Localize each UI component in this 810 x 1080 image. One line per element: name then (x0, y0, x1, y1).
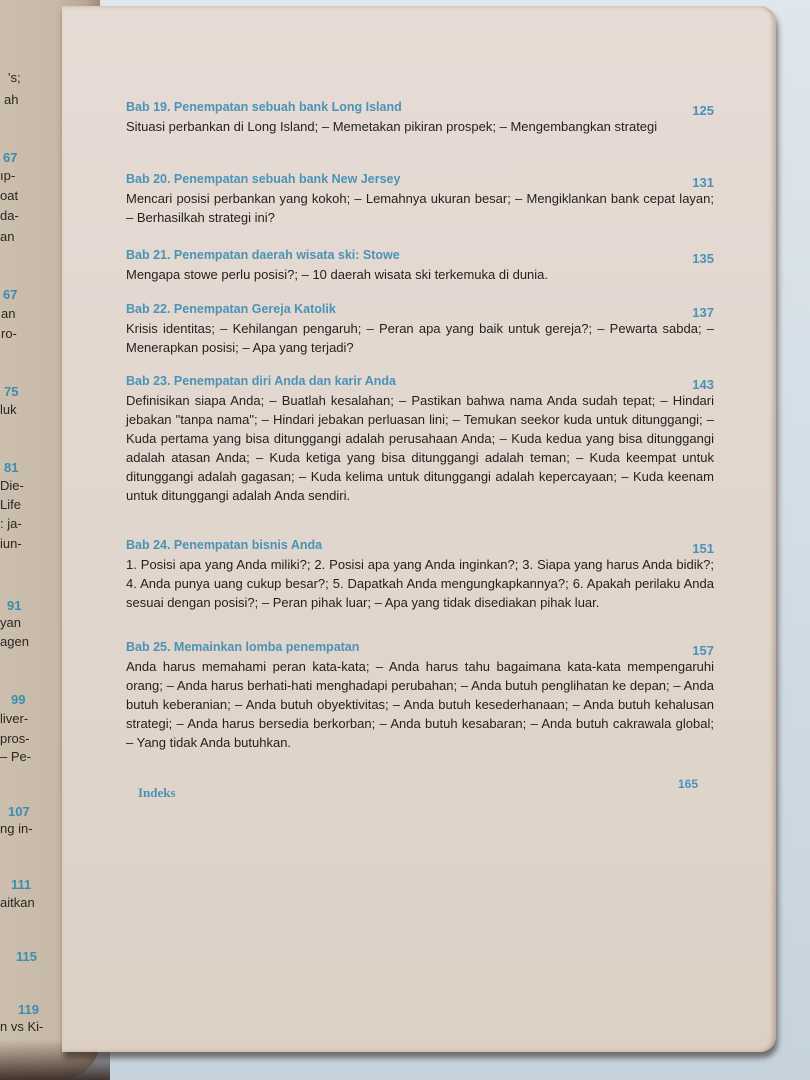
toc-entry (126, 537, 714, 612)
left-page-fragment: an (0, 229, 15, 244)
book-page (62, 6, 776, 1052)
left-page-fragment: aitkan (0, 895, 35, 910)
left-page-fragment: Die- (0, 478, 24, 493)
left-page-fragment: ng in- (0, 821, 33, 836)
chapter-heading (126, 171, 714, 190)
chapter-description: Krisis identitas; – Kehilangan pengaruh; – Peran apa yang baik untuk gereja?; – Pewarta sabda; – Menerapkan posisi; – Apa yang terjadi? (126, 321, 714, 355)
left-page-fragment: iun- (0, 536, 22, 551)
left-page-fragment: agen (0, 634, 29, 649)
left-page-fragment: : ja- (0, 516, 22, 531)
left-page-fragment: yan (0, 615, 21, 630)
left-page-fragment: an (1, 306, 16, 321)
toc-entry (126, 639, 714, 752)
chapter-description: Situasi perbankan di Long Island; – Memetakan pikiran prospek; – Mengembangkan strategi (126, 119, 658, 134)
left-page-fragment: luk (0, 402, 17, 417)
chapter-title: Bab 24. Penempatan bisnis Anda (126, 538, 323, 552)
chapter-heading (126, 247, 714, 266)
chapter-page-number: 131 (692, 175, 714, 190)
toc-entry (126, 171, 714, 227)
chapter-description: Definisikan siapa Anda; – Buatlah kesalahan; – Pastikan bahwa nama Anda sudah tepat; – Hindari jebakan "tanpa nama"; – Hindari jebakan perluasan lini; – Temukan seekor kuda untuk ditunggangi; – Kuda pertama yang bisa ditunggangi adalah perusahaan Anda; – Kuda kedua yang bisa ditunggangi adalah atasan Anda; – Kuda ketiga yang bisa ditunggangi adalah teman; – Kuda keempat untuk ditunggangi adalah gagasan; – Kuda kelima untuk ditunggangi adalah kepercayaan; – Kuda keenam untuk ditunggangi adalah Anda sendiri. (126, 393, 714, 503)
left-page-number: 107 (8, 804, 30, 819)
toc-entry (126, 301, 714, 357)
chapter-heading (126, 99, 714, 118)
left-page-number: 115 (16, 949, 37, 964)
left-page-fragment: – Pe- (0, 749, 32, 764)
toc-entry (126, 99, 714, 136)
left-page-fragment: pros- (0, 731, 30, 746)
index-page-number: 165 (678, 777, 699, 791)
chapter-title: Bab 19. Penempatan sebuah bank Long Island (126, 100, 402, 114)
left-page-fragment: liver- (0, 711, 29, 726)
chapter-page-number: 135 (692, 251, 714, 266)
left-page-fragment: da- (0, 208, 19, 223)
chapter-description: Anda harus memahami peran kata-kata; – Anda harus tahu bagaimana kata-kata mempengaruhi orang; – Anda harus berhati-hati menghadapi perubahan; – Anda butuh penglihatan ke depan; – Anda butuh keberanian; – Anda butuh obyektivitas; – Anda butuh kesederhanaan; – Anda butuh kehalusan strategi; – Anda harus bersedia berkorban; – Anda butuh kesabaran; – Anda butuh cakrawala global; – Yang tidak Anda butuhkan. (126, 659, 714, 750)
left-page-number: 67 (3, 287, 18, 302)
chapter-description: Mencari posisi perbankan yang kokoh; – Lemahnya ukuran besar; – Mengiklankan bank cepat layan; – Berhasilkah strategi ini? (126, 191, 714, 225)
left-page-fragment: Life (0, 497, 21, 512)
chapter-heading (126, 373, 714, 392)
left-page-number: 67 (3, 150, 18, 165)
left-page-fragment: ıp- (0, 168, 16, 183)
left-page-fragment: 's; (8, 70, 21, 85)
left-page-fragment: ro- (1, 326, 17, 341)
left-page-number: 99 (11, 692, 26, 707)
chapter-heading (126, 639, 714, 658)
index-title: Indeks (138, 785, 176, 800)
chapter-title: Bab 22. Penempatan Gereja Katolik (126, 302, 336, 316)
chapter-page-number: 137 (692, 305, 714, 320)
toc-entry (126, 373, 714, 505)
chapter-description: Mengapa stowe perlu posisi?; – 10 daerah wisata ski terkemuka di dunia. (126, 267, 549, 282)
chapter-page-number: 143 (692, 377, 714, 392)
left-page-number: 119 (18, 1002, 39, 1017)
chapter-page-number: 151 (692, 541, 714, 556)
left-page-number: 81 (4, 460, 19, 475)
left-page-number: 91 (7, 598, 22, 613)
chapter-title: Bab 21. Penempatan daerah wisata ski: Stowe (126, 248, 400, 262)
chapter-description: 1. Posisi apa yang Anda miliki?; 2. Posisi apa yang Anda inginkan?; 3. Siapa yang harus Anda bidik?; 4. Anda punya uang cukup besar?; 5. Dapatkah Anda mengungkapkannya?; 6. Apakah perilaku Anda sesuai dengan posisi?; – Peran pihak luar; – Apa yang tidak disediakan pihak luar. (126, 557, 714, 610)
toc-entry (126, 247, 714, 284)
left-page-fragment: oat (0, 188, 19, 203)
chapter-heading (126, 537, 714, 556)
chapter-title: Bab 25. Memainkan lomba penempatan (126, 640, 360, 654)
left-page-fragment: n vs Ki- (0, 1019, 44, 1034)
chapter-title: Bab 20. Penempatan sebuah bank New Jersey (126, 172, 401, 186)
left-page-fragment: ah (4, 92, 19, 107)
chapter-title: Bab 23. Penempatan diri Anda dan karir Anda (126, 374, 396, 388)
left-page-number: 111 (11, 877, 32, 892)
chapter-page-number: 125 (692, 103, 714, 118)
chapter-page-number: 157 (692, 643, 714, 658)
chapter-heading (126, 301, 714, 320)
left-page-number: 75 (4, 384, 19, 399)
